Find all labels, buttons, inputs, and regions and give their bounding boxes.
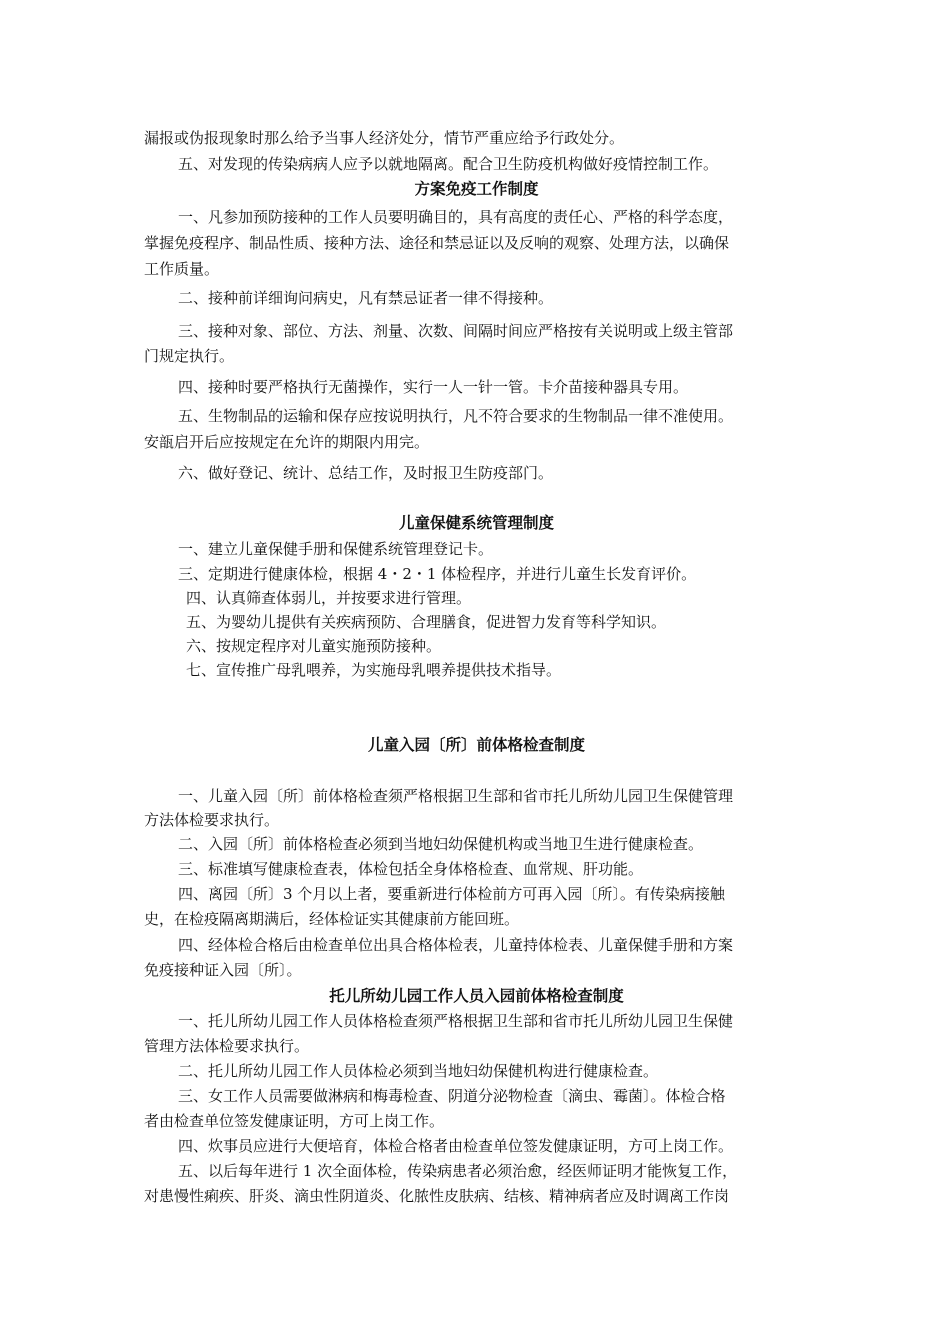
paragraph-line: 二、托儿所幼儿园工作人员体检必须到当地妇幼保健机构进行健康检查。 xyxy=(178,1062,659,1080)
paragraph-line: 六、按规定程序对儿童实施预防接种。 xyxy=(186,637,442,655)
paragraph-line: 对患慢性痢疾、肝炎、滴虫性阴道炎、化脓性皮肤病、结核、精神病者应及时调离工作岗 xyxy=(144,1187,730,1205)
section-title: 托儿所幼儿园工作人员入园前体格检查制度 xyxy=(329,986,624,1005)
paragraph-line: 三、定期进行健康体检，根据 4・2・1 体检程序，并进行儿童生长发育评价。 xyxy=(178,565,697,583)
paragraph-line: 门规定执行。 xyxy=(144,347,235,365)
paragraph-line: 三、标准填写健康检查表，体检包括全身体格检查、血常规、肝功能。 xyxy=(178,860,644,878)
paragraph-line: 五、为婴幼儿提供有关疾病预防、合理膳食，促进智力发育等科学知识。 xyxy=(186,613,667,631)
paragraph-line: 史，在检疫隔离期满后，经体检证实其健康前方能回班。 xyxy=(144,910,520,928)
paragraph-line: 三、接种对象、部位、方法、剂量、次数、间隔时间应严格按有关说明或上级主管部 xyxy=(178,322,734,340)
section-title: 儿童入园〔所〕前体格检查制度 xyxy=(367,735,585,754)
paragraph-line: 四、认真筛查体弱儿，并按要求进行管理。 xyxy=(186,589,472,607)
paragraph-line: 六、做好登记、统计、总结工作，及时报卫生防疫部门。 xyxy=(178,464,554,482)
paragraph-line: 四、离园〔所〕3 个月以上者，要重新进行体检前方可再入园〔所〕。有传染病接触 xyxy=(178,885,725,903)
paragraph-line: 管理方法体检要求执行。 xyxy=(144,1037,310,1055)
paragraph-line: 五、生物制品的运输和保存应按说明执行，凡不符合要求的生物制品一律不准使用。 xyxy=(178,407,734,425)
paragraph-line: 一、托儿所幼儿园工作人员体格检查须严格根据卫生部和省市托儿所幼儿园卫生保健 xyxy=(178,1012,734,1030)
paragraph-line: 漏报或伪报现象时那么给予当事人经济处分，情节严重应给予行政处分。 xyxy=(144,129,625,147)
paragraph-line: 免疫接种证入园〔所〕。 xyxy=(144,961,302,979)
paragraph-line: 五、以后每年进行 1 次全面体检，传染病患者必须治愈，经医师证明才能恢复工作， xyxy=(178,1162,738,1180)
paragraph-line: 一、儿童入园〔所〕前体格检查须严格根据卫生部和省市托儿所幼儿园卫生保健管理 xyxy=(178,787,734,805)
paragraph-line: 安瓿启开后应按规定在允许的期限内用完。 xyxy=(144,433,430,451)
paragraph-line: 二、入园〔所〕前体格检查必须到当地妇幼保健机构或当地卫生进行健康检查。 xyxy=(178,835,704,853)
paragraph-line: 一、建立儿童保健手册和保健系统管理登记卡。 xyxy=(178,540,494,558)
paragraph-line: 二、接种前详细询问病史，凡有禁忌证者一律不得接种。 xyxy=(178,289,554,307)
section-title: 儿童保健系统管理制度 xyxy=(398,513,554,532)
paragraph-line: 四、经体检合格后由检查单位出具合格体检表，儿童持体检表、儿童保健手册和方案 xyxy=(178,936,734,954)
paragraph-line: 三、女工作人员需要做淋病和梅毒检查、阴道分泌物检查〔滴虫、霉菌〕。体检合格 xyxy=(178,1087,726,1105)
paragraph-line: 掌握免疫程序、制品性质、接种方法、途径和禁忌证以及反响的观察、处理方法，以确保 xyxy=(144,234,730,252)
paragraph-line: 四、接种时要严格执行无菌操作，实行一人一针一管。卡介苗接种器具专用。 xyxy=(178,378,689,396)
paragraph-line: 工作质量。 xyxy=(144,260,220,278)
section-title: 方案免疫工作制度 xyxy=(414,179,539,198)
paragraph-line: 七、宣传推广母乳喂养，为实施母乳喂养提供技术指导。 xyxy=(186,661,562,679)
paragraph-line: 五、对发现的传染病病人应予以就地隔离。配合卫生防疫机构做好疫情控制工作。 xyxy=(178,155,719,173)
paragraph-line: 者由检查单位签发健康证明，方可上岗工作。 xyxy=(144,1112,445,1130)
paragraph-line: 四、炊事员应进行大便培育，体检合格者由检查单位签发健康证明，方可上岗工作。 xyxy=(178,1137,734,1155)
paragraph-line: 一、凡参加预防接种的工作人员要明确目的，具有高度的责任心、严格的科学态度， xyxy=(178,208,734,226)
paragraph-line: 方法体检要求执行。 xyxy=(144,811,280,829)
